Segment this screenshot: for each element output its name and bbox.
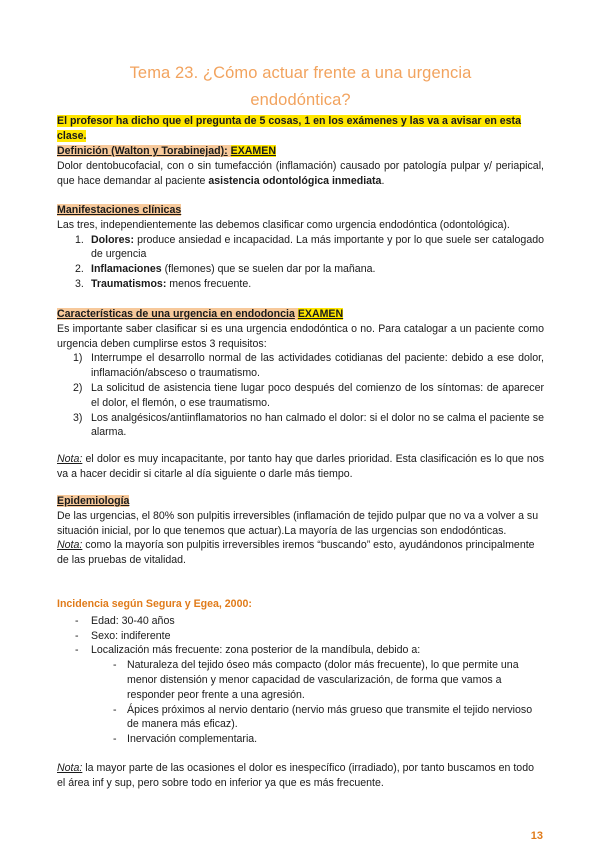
definicion-body: Dolor dentobucofacial, con o sin tumefacción (inflamación) causado por patología pulpar y/ periapical, que hace demandar al paciente asistencia odontológica inmediata. xyxy=(57,159,544,187)
incidencia-heading: Incidencia según Segura y Egea, 2000: xyxy=(57,598,252,610)
incidencia-section xyxy=(57,597,544,791)
manifestaciones-list xyxy=(57,233,544,292)
definicion-heading xyxy=(57,144,544,159)
list-item: 1) Interrumpe el desarrollo normal de las actividades cotidianas del paciente: debido a ese dolor, inflamación/absceso o traumatismo. xyxy=(73,352,544,380)
title-line-1: Tema 23. ¿Cómo actuar frente a una urgencia xyxy=(129,64,472,82)
manifestaciones-section xyxy=(57,203,544,292)
caracteristicas-text: Es importante saber clasificar si es una urgencia endodóntica o no. Para catalogar a un paciente como urgencia deben cumplirse estos 3 requisitos: xyxy=(57,322,544,350)
list-item: 1. Dolores: produce ansiedad e incapacidad. La más importante y por lo que suele ser catalogado de urgencia xyxy=(75,233,544,261)
examen-tag: EXAMEN xyxy=(230,145,276,157)
definicion-heading-text: Definición (Walton y Torabinejad): xyxy=(57,145,228,157)
caracteristicas-section xyxy=(57,307,544,482)
epidemiologia-text: De las urgencias, el 80% son pulpitis irreversibles (inflamación de tejido pulpar que no va a volver a su situación inicial, por lo que tenemos que actuar).La mayoría de las urgencias son endodónticas. xyxy=(57,509,539,537)
definicion-section xyxy=(57,144,544,188)
list-item: 3. Traumatismos: menos frecuente. xyxy=(75,277,252,290)
epidemiologia-section xyxy=(57,494,544,568)
list-item: 2. Inflamaciones (flemones) que se suelen dar por la mañana. xyxy=(75,263,376,276)
list-item: - Localización más frecuente: zona posterior de la mandíbula, debido a: xyxy=(75,644,421,657)
caracteristicas-note: Nota: el dolor es muy incapacitante, por tanto hay que darles prioridad. Esta clasificación es lo que nos va a hacer decidir si citarle al día siguiente o darle más tiempo. xyxy=(57,453,544,480)
page-number: 13 xyxy=(530,830,543,842)
title-line-2: endodóntica? xyxy=(250,91,351,109)
examen-tag: EXAMEN xyxy=(297,308,344,320)
list-item: 3) Los analgésicos/antiinflamatorios no han calmado el dolor: si el dolor no se calma el paciente se alarma. xyxy=(73,411,544,439)
page-title xyxy=(57,60,544,114)
intro-section xyxy=(57,114,544,144)
list-item: - Sexo: indiferente xyxy=(75,629,171,642)
list-item: 2) La solicitud de asistencia tiene lugar poco después del comienzo de los síntomas: de aparecer el dolor, el flemón, o ese traumatismo. xyxy=(73,381,544,409)
list-item: - Edad: 30-40 años xyxy=(75,614,175,627)
sub-list-item: - Naturaleza del tejido óseo más compacto (dolor más frecuente), lo que permite una menor distensión y menor capacidad de vascularización, de forma que vamos a responder peor frente a una agresión. xyxy=(113,659,519,701)
caracteristicas-list xyxy=(57,351,544,440)
epidemiologia-note: Nota: como la mayoría son pulpitis irreversibles iremos “buscando” esto, ayudándonos principalmente de las pruebas de vitalidad. xyxy=(57,539,535,567)
epidemiologia-heading: Epidemiología xyxy=(57,495,130,507)
incidencia-list xyxy=(57,614,544,747)
sub-list-item: - Inervación complementaria. xyxy=(113,733,258,746)
sub-list-item: - Ápices próximos al nervio dentario (nervio más grueso que transmite el tejido nervioso de manera más eficaz). xyxy=(113,703,533,731)
manifestaciones-text: Las tres, independientemente las debemos clasificar como urgencia endodóntica (odontológica). xyxy=(57,218,510,231)
incidencia-note: Nota: la mayor parte de las ocasiones el dolor es inespecífico (irradiado), por tanto buscamos en todo el área inf y sup, pero sobre todo en inferior ya que es más frecuente. xyxy=(57,761,534,789)
intro-note: El profesor ha dicho que el pregunta de 5 cosas, 1 en los exámenes y las va a avisar en esta clase. xyxy=(57,115,521,142)
caracteristicas-heading: Características de una urgencia en endodoncia xyxy=(57,308,295,320)
manifestaciones-heading: Manifestaciones clínicas xyxy=(57,204,182,216)
